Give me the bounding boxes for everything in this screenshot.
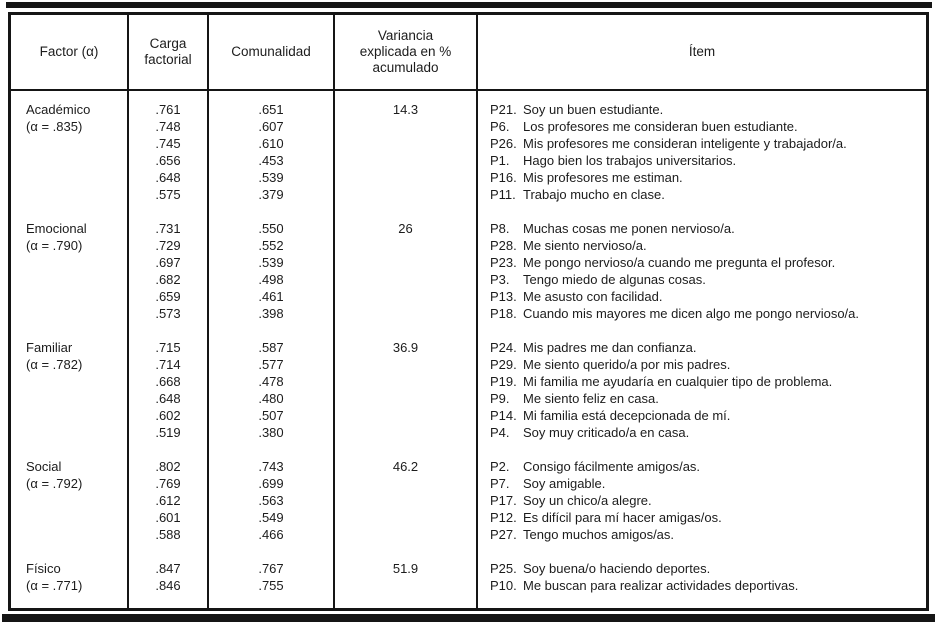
item-text: Me siento nervioso/a. [523,238,647,253]
item-text: Hago bien los trabajos universitarios. [523,153,737,168]
carga-value: .668 [128,373,208,390]
item-text: Trabajo mucho en clase. [523,187,665,202]
item-number: P1. [490,153,510,168]
carga-value: .612 [128,492,208,509]
table-row [11,101,926,118]
variance-value: 14.3 [334,101,477,203]
item-number: P11. [490,187,516,202]
factor-name: Emocional [26,221,87,236]
factor-cell [11,458,128,543]
carga-value: .729 [128,237,208,254]
carga-value: .575 [128,186,208,203]
factor-name: Social [26,459,62,474]
item-number: P26. [490,136,517,151]
carga-value: .745 [128,135,208,152]
factor-alpha: (α = .792) [26,476,83,491]
comunalidad-value: .587 [208,339,334,356]
carga-value: .847 [128,560,208,577]
top-rule [6,2,932,8]
item-number: P10. [490,578,517,593]
table-row [11,339,926,356]
item-number: P14. [490,408,517,423]
item-cell [477,424,926,441]
item-cell [477,271,926,288]
carga-value: .656 [128,152,208,169]
item-text: Mis profesores me consideran inteligente y trabajador/a. [523,136,847,151]
item-cell [477,186,926,203]
factor-alpha: (α = .835) [26,119,83,134]
spacer-row [11,203,926,220]
item-number: P16. [490,170,517,185]
item-number: P13. [490,289,517,304]
carga-value: .648 [128,169,208,186]
spacer-row [11,322,926,339]
header-comunalidad-label: Comunalidad [231,44,311,59]
comunalidad-value: .651 [208,101,334,118]
comunalidad-value: .379 [208,186,334,203]
item-cell [477,577,926,594]
item-number: P24. [490,340,517,355]
item-cell [477,492,926,509]
header-carga-factorial [128,15,208,90]
item-cell [477,288,926,305]
comunalidad-value: .699 [208,475,334,492]
comunalidad-value: .539 [208,254,334,271]
item-number: P23. [490,255,517,270]
factor-name: Académico [26,102,91,117]
item-number: P27. [490,527,517,542]
spacer-row [11,594,926,608]
item-number: P8. [490,221,510,236]
item-text: Mi familia me ayudaría en cualquier tipo de problema. [523,374,833,389]
table-header-row [11,15,926,90]
item-cell [477,254,926,271]
item-cell [477,237,926,254]
item-text: Soy amigable. [523,476,606,491]
comunalidad-value: .478 [208,373,334,390]
comunalidad-value: .577 [208,356,334,373]
comunalidad-value: .610 [208,135,334,152]
item-text: Tengo muchos amigos/as. [523,527,675,542]
header-comunalidad [208,15,334,90]
header-carga-label: Carga factorial [144,36,192,67]
item-cell [477,390,926,407]
item-number: P12. [490,510,517,525]
carga-value: .573 [128,305,208,322]
carga-value: .715 [128,339,208,356]
comunalidad-value: .453 [208,152,334,169]
item-text: Mi familia está decepcionada de mí. [523,408,731,423]
results-table [11,15,926,608]
factor-name: Familiar [26,340,73,355]
item-number: P25. [490,561,517,576]
comunalidad-value: .498 [208,271,334,288]
carga-value: .648 [128,390,208,407]
carga-value: .802 [128,458,208,475]
item-cell [477,135,926,152]
item-number: P19. [490,374,517,389]
carga-value: .519 [128,424,208,441]
comunalidad-value: .552 [208,237,334,254]
carga-value: .714 [128,356,208,373]
comunalidad-value: .380 [208,424,334,441]
item-cell [477,152,926,169]
comunalidad-value: .563 [208,492,334,509]
comunalidad-value: .507 [208,407,334,424]
factor-alpha: (α = .782) [26,357,83,372]
variance-value: 51.9 [334,560,477,594]
item-cell [477,101,926,118]
table-row [11,560,926,577]
header-item-label: Ítem [688,44,716,59]
item-text: Mis padres me dan confianza. [523,340,697,355]
item-cell [477,305,926,322]
carga-value: .602 [128,407,208,424]
comunalidad-value: .743 [208,458,334,475]
table-row [11,220,926,237]
item-text: Soy muy criticado/a en casa. [523,425,690,440]
comunalidad-value: .461 [208,288,334,305]
variance-value: 36.9 [334,339,477,441]
factor-alpha: (α = .771) [26,578,83,593]
comunalidad-value: .480 [208,390,334,407]
item-cell [477,118,926,135]
bottom-rule [2,614,935,622]
item-text: Me siento querido/a por mis padres. [523,357,731,372]
item-number: P2. [490,459,510,474]
comunalidad-value: .755 [208,577,334,594]
item-text: Mis profesores me estiman. [523,170,683,185]
carga-value: .697 [128,254,208,271]
item-cell [477,458,926,475]
item-text: Muchas cosas me ponen nervioso/a. [523,221,735,236]
item-number: P6. [490,119,510,134]
header-varianza [334,15,477,90]
header-factor-label: Factor (α) [39,44,99,59]
item-cell [477,526,926,543]
factor-cell [11,560,128,594]
item-cell [477,169,926,186]
factor-cell [11,339,128,441]
item-cell [477,339,926,356]
item-text: Me buscan para realizar actividades deportivas. [523,578,799,593]
comunalidad-value: .466 [208,526,334,543]
table-frame [8,12,929,611]
factor-cell [11,220,128,322]
item-number: P17. [490,493,517,508]
factor-name: Físico [26,561,61,576]
item-number: P9. [490,391,510,406]
carga-value: .731 [128,220,208,237]
item-text: Soy un chico/a alegre. [523,493,652,508]
carga-value: .761 [128,101,208,118]
carga-value: .682 [128,271,208,288]
item-number: P21. [490,102,517,117]
item-number: P18. [490,306,517,321]
header-item [477,15,926,90]
item-cell [477,475,926,492]
item-text: Consigo fácilmente amigos/as. [523,459,701,474]
spacer-row [11,441,926,458]
comunalidad-value: .398 [208,305,334,322]
item-number: P29. [490,357,517,372]
header-factor [11,15,128,90]
item-cell [477,407,926,424]
item-text: Me pongo nervioso/a cuando me pregunta el profesor. [523,255,836,270]
item-number: P4. [490,425,510,440]
item-number: P28. [490,238,517,253]
table-body [11,90,926,608]
item-text: Soy buena/o haciendo deportes. [523,561,711,576]
spacer-row [11,90,926,101]
factor-alpha: (α = .790) [26,238,83,253]
item-cell [477,509,926,526]
item-text: Me siento feliz en casa. [523,391,659,406]
carga-value: .846 [128,577,208,594]
item-text: Es difícil para mí hacer amigas/os. [523,510,722,525]
carga-value: .659 [128,288,208,305]
item-number: P3. [490,272,510,287]
item-cell [477,356,926,373]
spacer-row [11,543,926,560]
item-cell [477,220,926,237]
item-text: Me asusto con facilidad. [523,289,663,304]
carga-value: .601 [128,509,208,526]
comunalidad-value: .550 [208,220,334,237]
variance-value: 26 [334,220,477,322]
comunalidad-value: .549 [208,509,334,526]
carga-value: .769 [128,475,208,492]
comunalidad-value: .767 [208,560,334,577]
variance-value: 46.2 [334,458,477,543]
item-text: Los profesores me consideran buen estudiante. [523,119,798,134]
comunalidad-value: .539 [208,169,334,186]
carga-value: .748 [128,118,208,135]
item-text: Cuando mis mayores me dicen algo me pongo nervioso/a. [523,306,860,321]
factor-cell [11,101,128,203]
item-cell [477,373,926,390]
item-text: Soy un buen estudiante. [523,102,664,117]
item-text: Tengo miedo de algunas cosas. [523,272,706,287]
carga-value: .588 [128,526,208,543]
item-number: P7. [490,476,510,491]
item-cell [477,560,926,577]
table-row [11,458,926,475]
header-varianza-label: Variancia explicada en % acumulado [359,28,452,75]
comunalidad-value: .607 [208,118,334,135]
